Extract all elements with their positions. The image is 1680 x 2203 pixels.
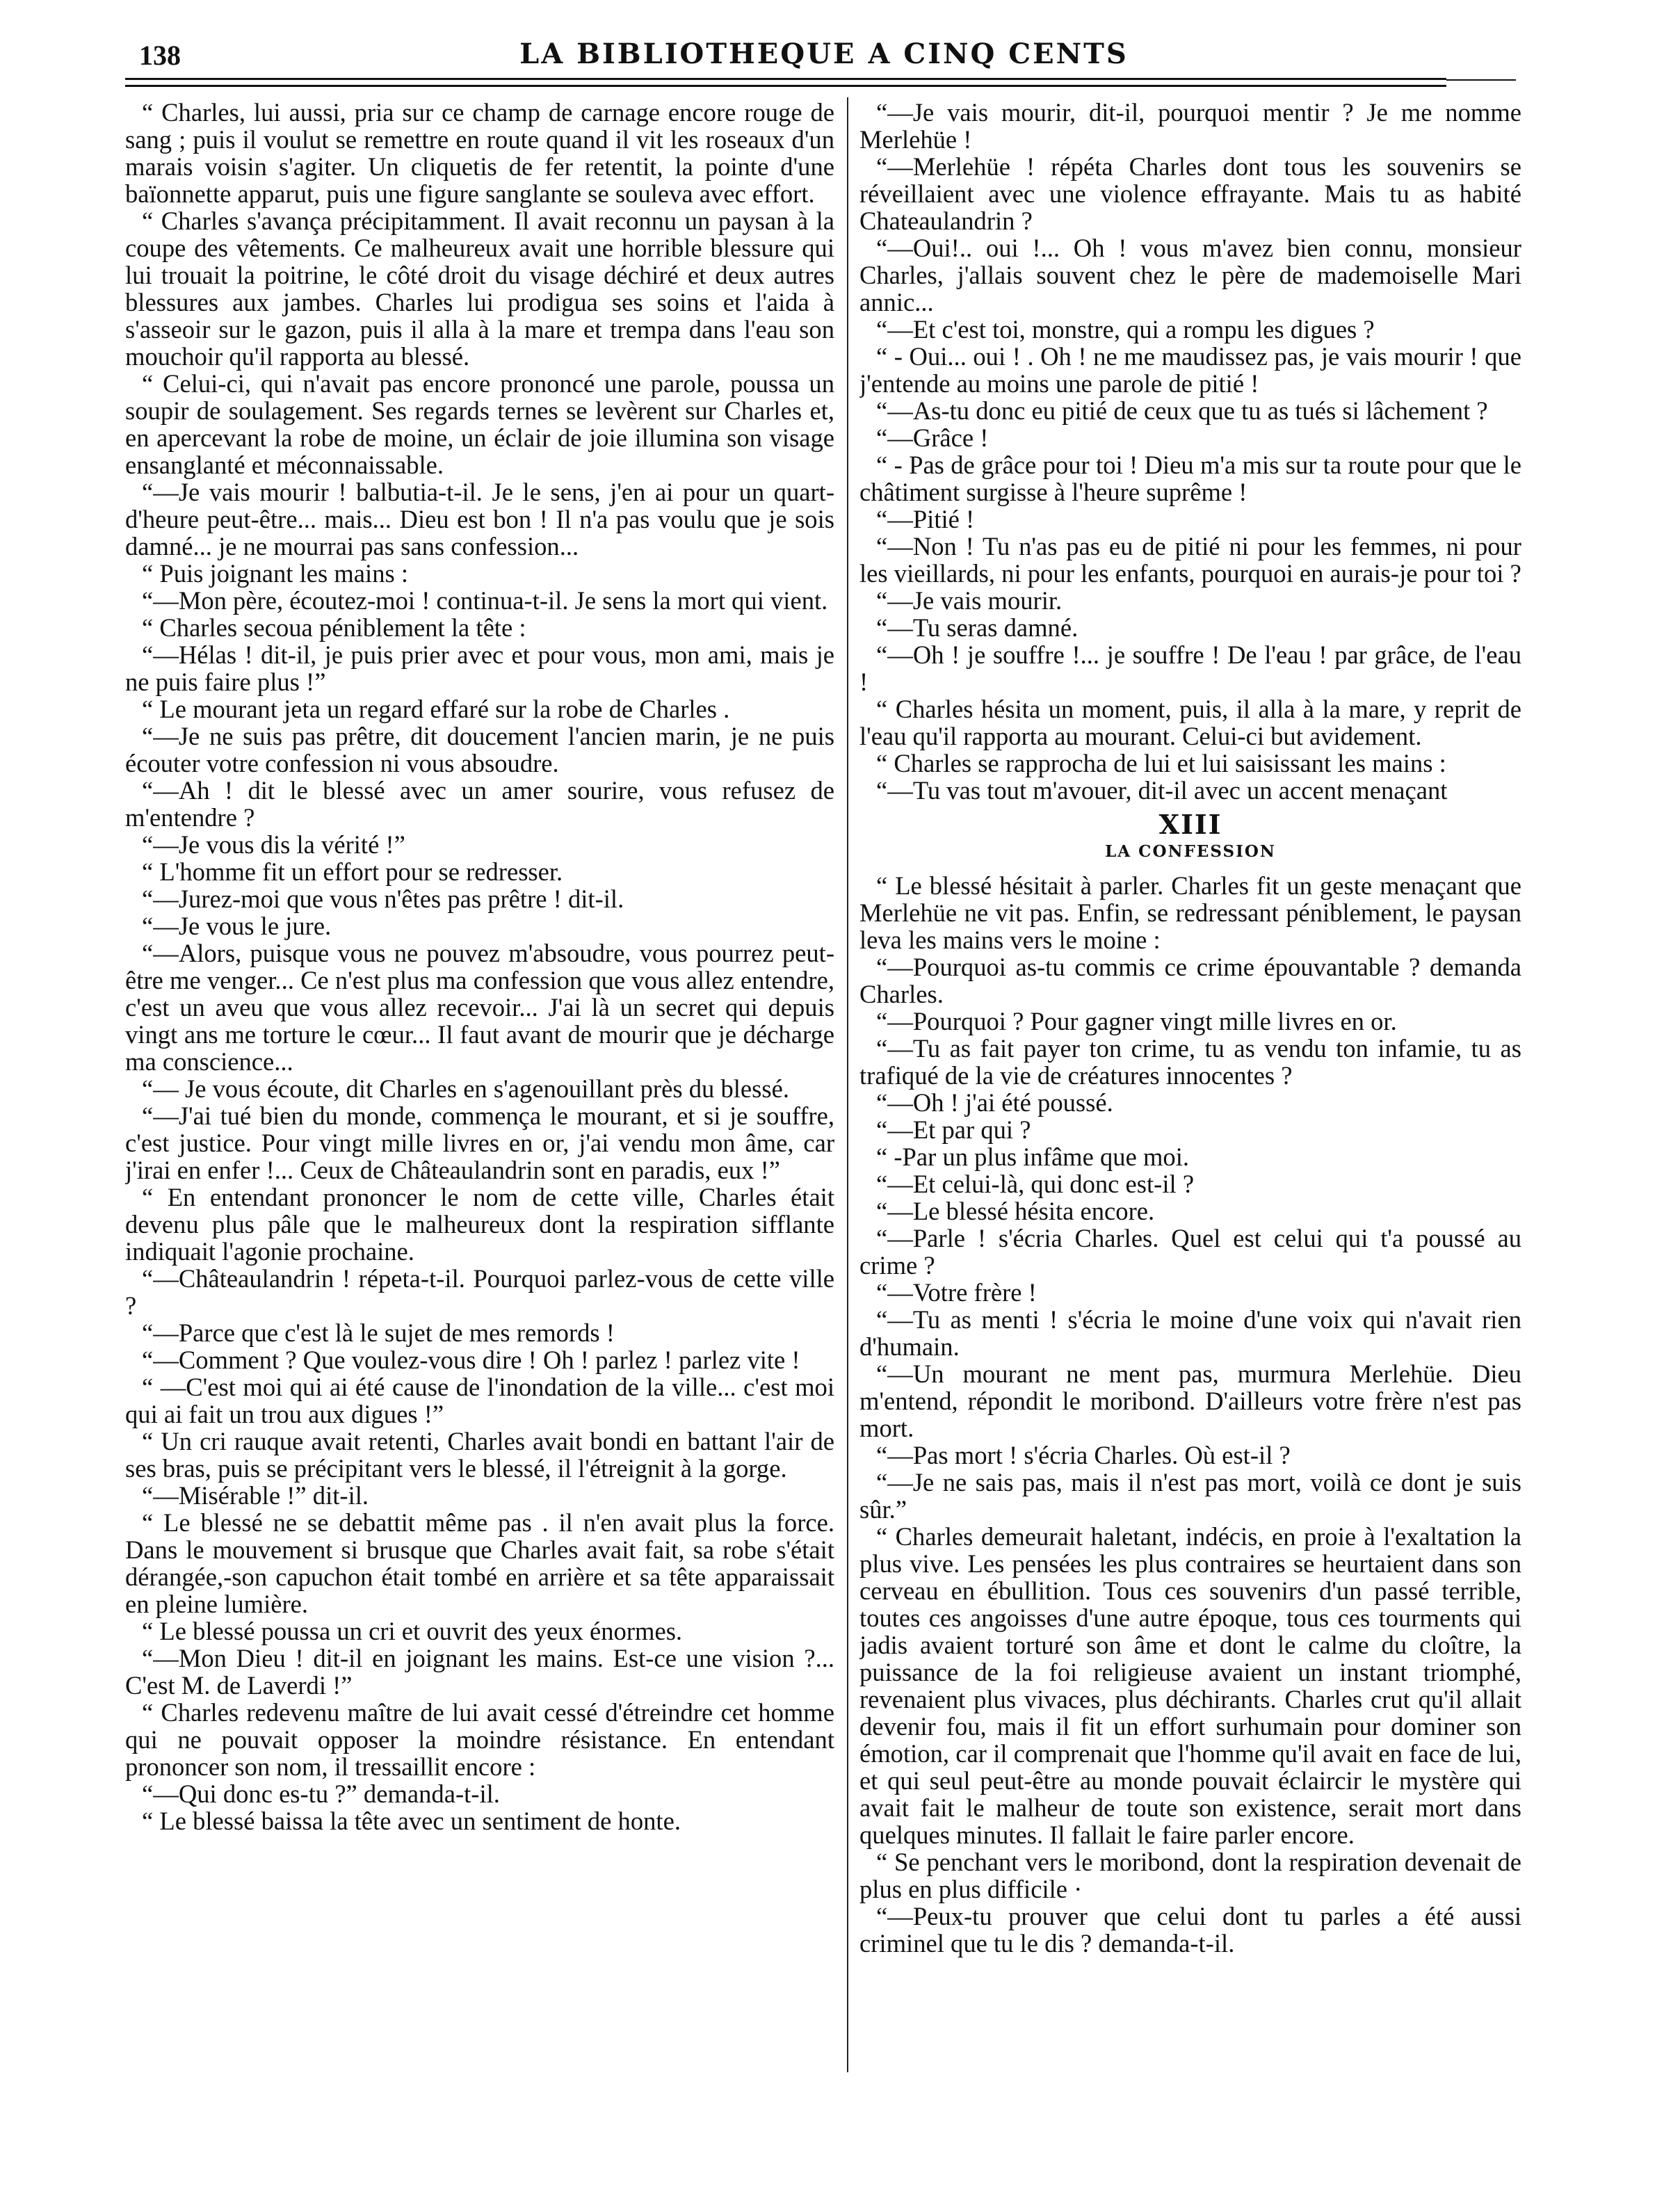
paragraph: “—Le blessé hésita encore.: [876, 1197, 1155, 1225]
paragraph: “—Je ne sais pas, mais il n'est pas mort, voilà ce dont je suis sûr.”: [859, 1468, 1521, 1524]
running-title: LA BIBLIOTHEQUE A CINQ CENTS: [519, 38, 1129, 70]
paragraph: “ Le blessé poussa un cri et ouvrit des yeux énormes.: [142, 1617, 683, 1645]
paragraph: “—Tu vas tout m'avouer, dit-il avec un accent menaçant: [876, 776, 1448, 805]
paragraph: “—Mon Dieu ! dit-il en joignant les mains. Est-ce une vision ?... C'est M. de Laverdi !”: [125, 1644, 834, 1700]
paragraph: “—Alors, puisque vous ne pouvez m'absoudre, vous pourrez peut-être me venger... Ce n'est plus ma confession que vous allez entendre, c'est un aveu que vous allez recevoir... J'ai là un secret qui depuis vingt ans me torture le cœur... Il faut avant de mourir que je décharge ma conscience...: [125, 939, 834, 1076]
paragraph: “ Celui-ci, qui n'avait pas encore prononcé une parole, poussa un soupir de soulagement. Ses regards ternes se levèrent sur Charles et, en apercevant la robe de moine, un éclair de joie illumina son visage ensanglanté et méconnaissable.: [125, 369, 834, 479]
paragraph: “—Jurez-moi que vous n'êtes pas prêtre ! dit-il.: [142, 885, 624, 913]
paragraph: “ -Par un plus infâme que moi.: [876, 1143, 1190, 1171]
left-column: [125, 99, 834, 2101]
paragraph: “—Tu as menti ! s'écria le moine d'une voix qui n'avait rien d'humain.: [859, 1305, 1521, 1361]
paragraph: “—Tu as fait payer ton crime, tu as vendu ton infamie, tu as trafiqué de la vie de créatures innocentes ?: [859, 1034, 1521, 1090]
paragraph: “—Parle ! s'écria Charles. Quel est celui qui t'a poussé au crime ?: [859, 1224, 1521, 1280]
paragraph: “—Mon père, écoutez-moi ! continua-t-il. Je sens la mort qui vient.: [142, 586, 828, 615]
paragraph: “—Tu seras damné.: [876, 613, 1079, 642]
header-rule-double: [125, 85, 1446, 87]
paragraph: “ Charles secoua péniblement la tête :: [142, 613, 526, 642]
paragraph: “—Pourquoi as-tu commis ce crime épouvantable ? demanda Charles.: [859, 953, 1521, 1008]
paragraph: “ Charles redevenu maître de lui avait cessé d'étreindre cet homme qui ne pouvait opposer la moindre résistance. En entendant prononcer son nom, il tressaillit encore :: [125, 1698, 834, 1781]
paragraph: “—Et c'est toi, monstre, qui a rompu les digues ?: [876, 315, 1375, 344]
paragraph: “—Hélas ! dit-il, je puis prier avec et pour vous, mon ami, mais je ne puis faire plus !”: [125, 640, 834, 696]
paragraph: “ Charles, lui aussi, pria sur ce champ de carnage encore rouge de sang ; puis il voulut se remettre en route quand il vit les roseaux d'un marais voisin s'agiter. Un cliquetis de fer retentit, la pointe d'une baïonnette apparut, puis une figure sanglante se souleva avec effort.: [125, 99, 834, 208]
paragraph: “ Puis joignant les mains :: [142, 559, 409, 588]
paragraph: “—Ah ! dit le blessé avec un amer sourire, vous refusez de m'entendre ?: [125, 776, 834, 832]
paragraph: “—Grâce !: [876, 423, 989, 452]
header-rule-tail: [1446, 79, 1516, 81]
paragraph: “—Parce que c'est là le sujet de mes remords !: [142, 1318, 615, 1347]
paragraph: “—Je vais mourir, dit-il, pourquoi mentir ? Je me nomme Merlehüe !: [859, 99, 1521, 154]
paragraph: “—Je vous dis la vérité !”: [142, 830, 405, 859]
paragraph: “ Charles se rapprocha de lui et lui saisissant les mains :: [876, 749, 1446, 777]
chapter-number: XIII: [1158, 809, 1222, 840]
paragraph: “—Je ne suis pas prêtre, dit doucement l'ancien marin, je ne puis écouter votre confession ni vous absoudre.: [125, 722, 834, 777]
paragraph: “—Oui!.. oui !... Oh ! vous m'avez bien connu, monsieur Charles, j'allais souvent chez le père de mademoiselle Mari annic...: [859, 234, 1521, 316]
paragraph: “—Un mourant ne ment pas, murmura Merlehüe. Dieu m'entend, répondit le moribond. D'ailleurs votre frère n'est pas mort.: [859, 1359, 1521, 1442]
paragraph: “ En entendant prononcer le nom de cette ville, Charles était devenu plus pâle que le malheureux dont la respiration sifflante indiquait l'agonie prochaine.: [125, 1183, 834, 1266]
paragraph: “ - Pas de grâce pour toi ! Dieu m'a mis sur ta route pour que le châtiment surgisse à l'heure suprême !: [859, 451, 1521, 506]
paragraph: “—Et par qui ?: [876, 1115, 1031, 1144]
paragraph: “ Le blessé hésitait à parler. Charles fit un geste menaçant que Merlehüe ne vit pas. Enfin, se redressant péniblement, le paysan leva les mains vers le moine :: [859, 871, 1521, 954]
paragraph: “—Pitié !: [876, 505, 975, 533]
paragraph: “—Oh ! j'ai été poussé.: [876, 1088, 1113, 1117]
paragraph: “—Merlehüe ! répéta Charles dont tous les souvenirs se réveillaient avec une violence effrayante. Mais tu as habité Chateaulandrin ?: [859, 152, 1521, 235]
paragraph: “ L'homme fit un effort pour se redresser.: [142, 857, 563, 886]
column-divider: [847, 97, 848, 2072]
paragraph: “ - Oui... oui ! . Oh ! ne me maudissez pas, je vais mourir ! que j'entende au moins une parole de pitié !: [859, 342, 1521, 398]
paragraph: “—Et celui-là, qui donc est-il ?: [876, 1170, 1195, 1198]
paragraph: “ Le mourant jeta un regard effaré sur la robe de Charles .: [142, 695, 730, 723]
paragraph: “—Je vais mourir.: [876, 586, 1063, 615]
paragraph: “ Le blessé baissa la tête avec un sentiment de honte.: [142, 1807, 681, 1835]
paragraph: “ Charles s'avança précipitamment. Il avait reconnu un paysan à la coupe des vêtements. Ce malheureux avait une horrible blessure qui lui trouait la poitrine, le côté droit du visage déchiré et deux autres blessures aux jambes. Charles lui prodigua ses soins et l'aida à s'asseoir sur le gazon, puis il alla à la mare et trempa dans l'eau son mouchoir qu'il rapporta au blessé.: [125, 207, 834, 371]
header-rule: [125, 78, 1446, 80]
paragraph: “— Je vous écoute, dit Charles en s'agenouillant près du blessé.: [142, 1074, 789, 1103]
paragraph: “—Peux-tu prouver que celui dont tu parles a été aussi criminel que tu le dis ? demanda-t-il.: [859, 1902, 1521, 1958]
paragraph: “—Oh ! je souffre !... je souffre ! De l'eau ! par grâce, de l'eau !: [859, 640, 1521, 696]
paragraph: “—Pas mort ! s'écria Charles. Où est-il ?: [876, 1441, 1291, 1469]
paragraph: “—Misérable !” dit-il.: [142, 1481, 369, 1510]
paragraph: “ —C'est moi qui ai été cause de l'inondation de la ville... c'est moi qui ai fait un trou aux digues !”: [125, 1373, 834, 1428]
paragraph: “ Charles demeurait haletant, indécis, en proie à l'exaltation la plus vive. Les pensées les plus contraires se heurtaient dans son cerveau en ébullition. Tous ces souvenirs d'un passé terrible, toutes ces angoisses d'une autre époque, tous ces tourments qui jadis avaient torturé son âme et dont le calme du cloître, la puissance de la foi religieuse avaient un instant triomphé, revenaient plus vivaces, plus déchirants. Charles crut qu'il allait devenir fou, mais il fit un effort surhumain pour dominer son émotion, car il comprenait que l'homme qu'il avait en face de lui, et qui seul peut-être au monde pouvait éclaircir le mystère qui avait fait le malheur de toute son existence, serait mort dans quelques minutes. Il fallait le faire parler encore.: [859, 1522, 1521, 1849]
chapter-title: LA CONFESSION: [1105, 842, 1276, 861]
paragraph: “ Le blessé ne se debattit même pas . il n'en avait plus la force. Dans le mouvement si brusque que Charles avait fait, sa robe s'était dérangée,-son capuchon était tombé en arrière et sa tête apparaissait en pleine lumière.: [125, 1508, 834, 1618]
paragraph: “—Comment ? Que voulez-vous dire ! Oh ! parlez ! parlez vite !: [142, 1346, 800, 1374]
paragraph: “—Je vous le jure.: [142, 912, 332, 940]
paragraph: “—As-tu donc eu pitié de ceux que tu as tués si lâchement ?: [876, 396, 1488, 425]
page-header: [125, 36, 1523, 78]
paragraph: “—Je vais mourir ! balbutia-t-il. Je le sens, j'en ai pour un quart-d'heure peut-être... mais... Dieu est bon ! Il n'a pas voulu que je sois damné... je ne mourrai pas sans confession...: [125, 478, 834, 560]
paragraph: “ Un cri rauque avait retenti, Charles avait bondi en battant l'air de ses bras, puis se précipitant vers le blessé, il l'étreignit à la gorge.: [125, 1427, 834, 1483]
paragraph: “ Charles hésita un moment, puis, il alla à la mare, y reprit de l'eau qu'il rapporta au mourant. Celui-ci but avidement.: [859, 695, 1521, 750]
paragraph: “ Se penchant vers le moribond, dont la respiration devenait de plus en plus difficile ·: [859, 1848, 1521, 1903]
paragraph: “—Qui donc es-tu ?” demanda-t-il.: [142, 1780, 500, 1808]
paragraph: “—J'ai tué bien du monde, commença le mourant, et si je souffre, c'est justice. Pour vingt mille livres en or, j'ai vendu mon âme, car j'irai en enfer !... Ceux de Châteaulandrin sont en paradis, eux !”: [125, 1102, 834, 1184]
right-column: [859, 99, 1521, 2101]
page-number: 138: [139, 40, 181, 71]
paragraph: “—Châteaulandrin ! répeta-t-il. Pourquoi parlez-vous de cette ville ?: [125, 1264, 834, 1320]
paragraph: “—Pourquoi ? Pour gagner vingt mille livres en or.: [876, 1007, 1397, 1035]
paragraph: “—Votre frère !: [876, 1278, 1037, 1307]
paragraph: “—Non ! Tu n'as pas eu de pitié ni pour les femmes, ni pour les vieillards, ni pour les enfants, pourquoi en aurais-je pour toi ?: [859, 532, 1521, 588]
